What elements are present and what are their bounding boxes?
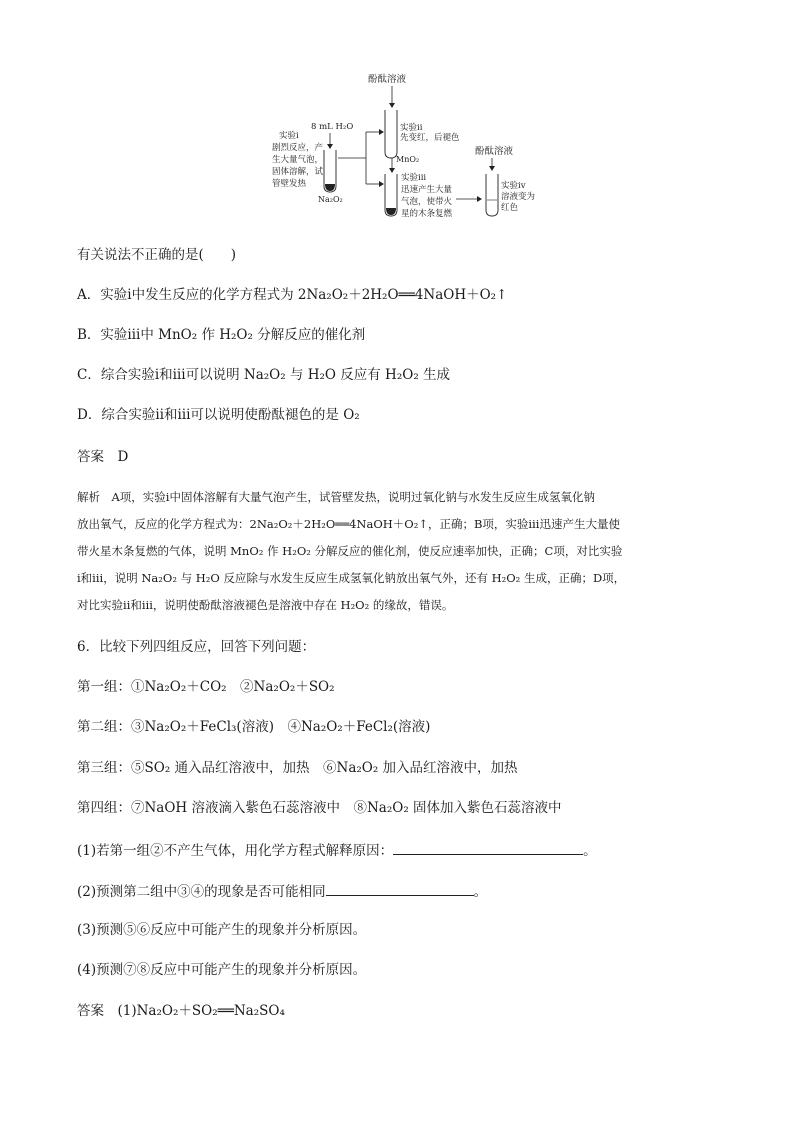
- exp-ii-text: 实验ii 先变红，后褪色: [400, 123, 460, 143]
- phenol-right-label: 酚酞溶液: [475, 146, 514, 157]
- exp-i-text: 实验i 剧烈反应，产 生大量气泡， 固体溶解，试 管壁发热: [272, 131, 324, 189]
- analysis-line: 解析 A项，实验ⅰ中固体溶解有大量气泡产生，试管壁发热，说明过氧化钠与水发生反应生成氢氧化钠: [77, 490, 595, 504]
- q6-sub2-text: (2)预测第二组中③④的现象是否可能相同: [77, 884, 326, 900]
- option-a: A．实验ⅰ中发生反应的化学方程式为 2Na₂O₂＋2H₂O══4NaOH＋O₂↑: [77, 287, 508, 303]
- experiment-diagram: [270, 68, 536, 228]
- arrowhead-iv: [477, 196, 482, 202]
- exp-iii-text: 实验iii 迅速产生大量 气泡，使带火 星的木条复燃: [401, 173, 453, 219]
- analysis-paragraph: [77, 484, 717, 619]
- q6-group2: 第二组：③Na₂O₂＋FeCl₃(溶液) ④Na₂O₂＋FeCl₂(溶液): [77, 719, 431, 735]
- q6-answer: 答案 (1)Na₂O₂＋SO₂══Na₂SO₄: [77, 1003, 285, 1019]
- mno2-label: MnO₂: [396, 155, 420, 164]
- answer-blank-1[interactable]: [393, 840, 583, 855]
- option-c: C．综合实验ⅰ和ⅲ可以说明 Na₂O₂ 与 H₂O 反应有 H₂O₂ 生成: [77, 367, 451, 383]
- analysis-line: 对比实验ⅱ和ⅲ，说明使酚酞溶液褪色是溶液中存在 H₂O₂ 的缘故，错误。: [77, 598, 454, 612]
- q6-group3: 第三组：⑤SO₂ 通入品红溶液中，加热 ⑥Na₂O₂ 加入品红溶液中，加热: [77, 760, 518, 776]
- q6-title: 6．比较下列四组反应，回答下列问题：: [77, 639, 316, 655]
- q6-sub4: (4)预测⑦⑧反应中可能产生的现象并分析原因。: [77, 962, 367, 978]
- tube-iv: [486, 174, 498, 216]
- arrowhead-water: [327, 144, 333, 149]
- analysis-line: ⅰ和ⅲ，说明 Na₂O₂ 与 H₂O 反应除与水发生反应生成氢氧化钠放出氧气外，还有 H₂O₂ 生成，正确；D项，: [77, 571, 626, 585]
- q6-sub1-end: 。: [583, 843, 597, 859]
- arrowhead-ii: [379, 129, 384, 135]
- na2o2-label: Na₂O₂: [318, 195, 343, 204]
- q6-group1: 第一组：①Na₂O₂＋CO₂ ②Na₂O₂＋SO₂: [77, 679, 335, 695]
- analysis-line: 带火星木条复燃的气体，说明 MnO₂ 作 H₂O₂ 分解反应的催化剂，使反应速率加快，正确；C项，对比实验: [77, 544, 623, 558]
- answer-label: 答案 D: [77, 449, 129, 465]
- arrowhead-mno2: [389, 168, 395, 173]
- question-stem: 有关说法不正确的是( ): [77, 247, 237, 263]
- water-label: 8 mL H₂O: [311, 122, 354, 132]
- arrowhead-iii: [379, 181, 384, 187]
- exp-iv-text: 实验iv 溶液变为 红色: [501, 181, 536, 213]
- analysis-line: 放出氧气，反应的化学方程式为：2Na₂O₂＋2H₂O══4NaOH＋O₂↑，正确；B项，实验ⅲ迅速产生大量使: [77, 517, 620, 531]
- tube-ii: [385, 110, 397, 158]
- answer-blank-2[interactable]: [326, 881, 474, 896]
- option-b: B．实验ⅲ中 MnO₂ 作 H₂O₂ 分解反应的催化剂: [77, 327, 366, 343]
- q6-sub1-text: (1)若第一组②不产生气体，用化学方程式解释原因：: [77, 843, 394, 859]
- q6-sub1: [77, 840, 597, 860]
- arrowhead-right: [489, 166, 495, 171]
- q6-sub2: [77, 881, 487, 901]
- q6-sub3: (3)预测⑤⑥反应中可能产生的现象并分析原因。: [77, 922, 367, 938]
- na2o2-solid: [325, 184, 335, 191]
- phenol-top-label: 酚酞溶液: [368, 74, 407, 85]
- q6-sub2-end: 。: [473, 884, 488, 900]
- arrowhead-top: [389, 103, 395, 108]
- q6-group4: 第四组：⑦NaOH 溶液滴入紫色石蕊溶液中 ⑧Na₂O₂ 固体加入紫色石蕊溶液中: [77, 800, 562, 816]
- experiment-diagram-svg: [270, 68, 536, 228]
- tube-iii-bottom: [386, 208, 396, 215]
- option-d: D．综合实验ⅱ和ⅲ可以说明使酚酞褪色的是 O₂: [77, 407, 360, 423]
